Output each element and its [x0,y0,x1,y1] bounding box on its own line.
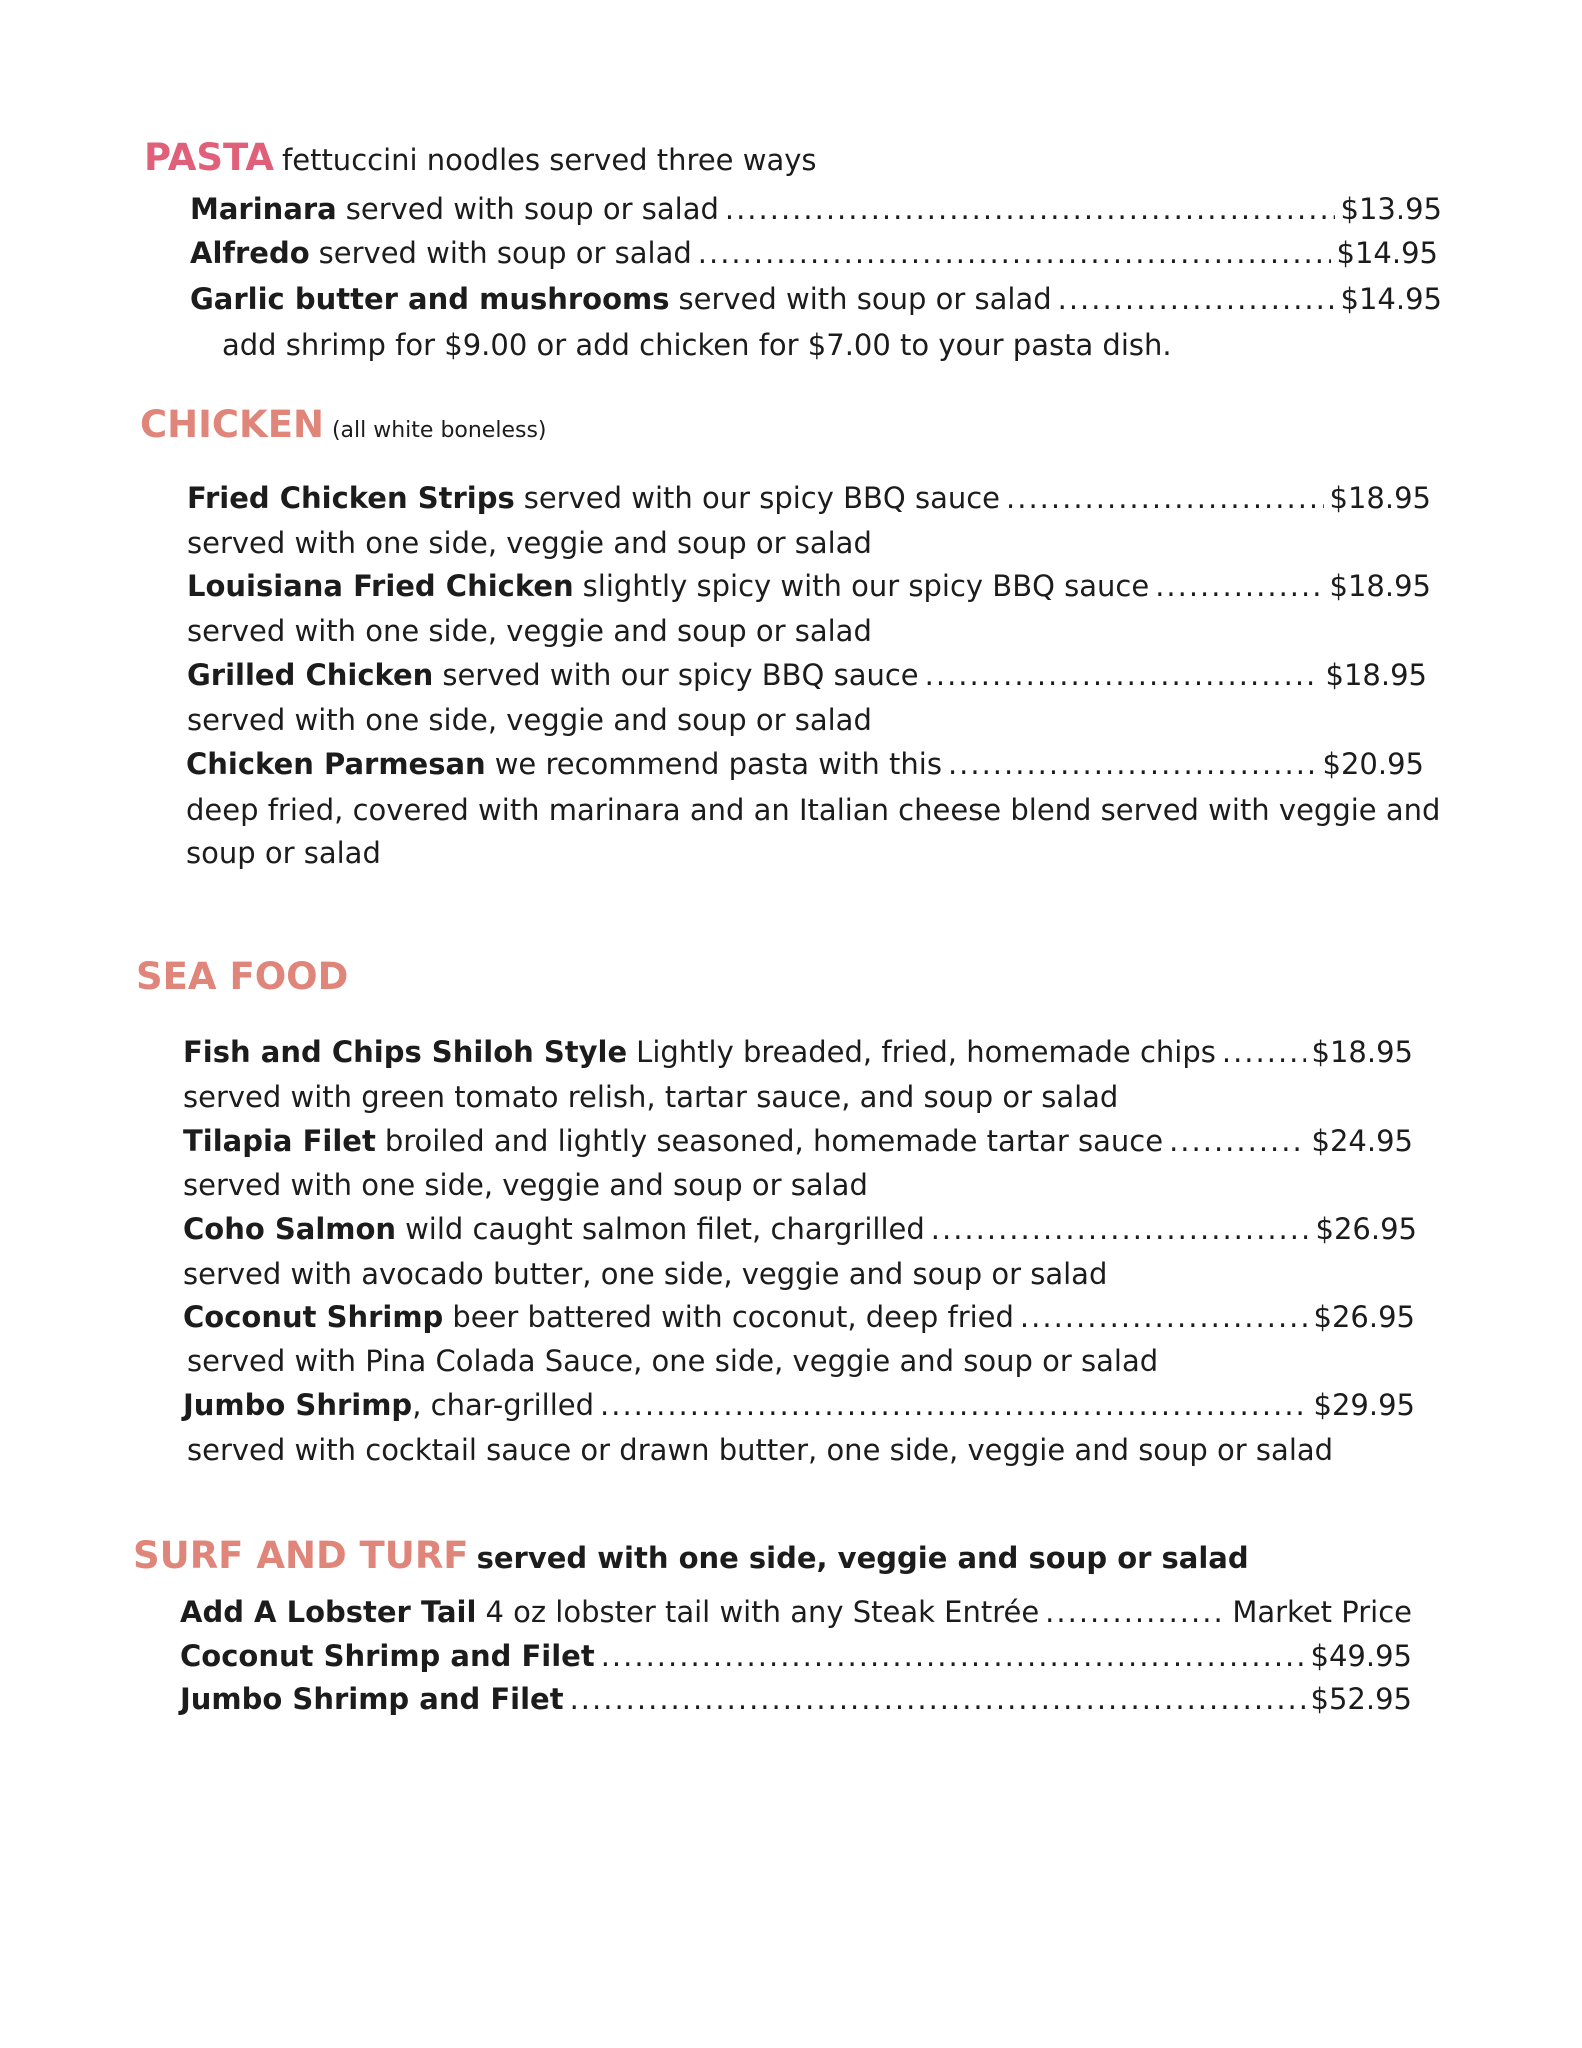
item-name: Marinara [190,192,337,226]
menu-item [183,1212,1417,1246]
menu-item [180,1595,1412,1629]
item-detail: served with Pina Colada Sauce, one side, veggie and soup or salad [187,1344,1159,1378]
item-name: Garlic butter and mushrooms [190,282,670,316]
item-price: $14.95 [1340,282,1442,316]
item-desc: beer battered with coconut, deep fried [452,1300,1014,1334]
item-desc: we recommend pasta with this [494,747,942,781]
surf-turf-subtitle: served with one side, veggie and soup or salad [476,1541,1249,1575]
item-desc: served with our spicy BBQ sauce [523,481,1001,515]
dot-leader [1045,1595,1226,1629]
item-name: Coconut Shrimp [183,1300,444,1334]
item-desc: , char-grilled [412,1388,595,1422]
item-desc: wild caught salmon filet, chargrilled [405,1212,925,1246]
item-price: $52.95 [1310,1682,1412,1716]
item-detail: deep fried, covered with marinara and an Italian cheese blend served with veggie and [186,793,1441,827]
dot-leader [1222,1035,1306,1069]
dot-leader [1058,282,1335,316]
dot-leader [925,658,1320,692]
pasta-subtitle: fettuccini noodles served three ways [282,143,817,177]
item-desc: served with our spicy BBQ sauce [442,658,919,692]
item-desc: slightly spicy with our spicy BBQ sauce [582,569,1150,603]
item-desc: served with soup or salad [318,236,692,270]
item-name: Coconut Shrimp and Filet [180,1639,595,1673]
item-price: $18.95 [1311,1035,1413,1069]
menu-item [183,1124,1413,1158]
item-detail: served with avocado butter, one side, veggie and soup or salad [183,1257,1108,1291]
item-detail: served with green tomato relish, tartar sauce, and soup or salad [183,1080,1119,1114]
item-detail: soup or salad [186,836,381,870]
item-desc: served with soup or salad [345,192,719,226]
item-detail: served with cocktail sauce or drawn butter, one side, veggie and soup or salad [187,1433,1334,1467]
surf-turf-heading [133,1534,1249,1577]
dot-leader [1155,569,1323,603]
item-desc: 4 oz lobster tail with any Steak Entrée [485,1595,1040,1629]
item-price: $49.95 [1310,1639,1412,1673]
dot-leader [1020,1300,1308,1334]
pasta-heading [144,136,817,179]
menu-item [190,282,1442,316]
item-price: $18.95 [1329,481,1431,515]
item-price: Market Price [1232,1595,1412,1629]
item-name: Coho Salmon [183,1212,397,1246]
item-desc: Lightly breaded, fried, homemade chips [636,1035,1216,1069]
dot-leader [1006,481,1324,515]
menu-item [190,236,1438,270]
dot-leader [570,1682,1305,1716]
item-detail: served with one side, veggie and soup or salad [187,526,872,560]
surf-turf-title: SURF AND TURF [133,1534,469,1577]
menu-item [187,569,1431,603]
pasta-title: PASTA [144,136,275,179]
item-name: Jumbo Shrimp [183,1388,413,1422]
item-price: $26.95 [1315,1212,1417,1246]
dot-leader [698,236,1331,270]
item-price: $18.95 [1325,658,1427,692]
item-price: $14.95 [1336,236,1438,270]
chicken-subtitle: (all white boneless) [331,418,547,443]
item-name: Chicken Parmesan [186,747,486,781]
item-detail: served with one side, veggie and soup or salad [187,614,872,648]
seafood-heading [136,955,348,998]
item-name: Fish and Chips Shiloh Style [183,1035,628,1069]
chicken-title: CHICKEN [140,403,324,446]
item-name: Louisiana Fried Chicken [187,569,574,603]
menu-item [183,1300,1415,1334]
item-desc: served with soup or salad [678,282,1052,316]
item-price: $20.95 [1322,747,1424,781]
item-name: Grilled Chicken [187,658,434,692]
dot-leader [1169,1124,1305,1158]
item-name: Alfredo [190,236,310,270]
item-detail: served with one side, veggie and soup or salad [183,1168,868,1202]
menu-item [187,481,1431,515]
menu-item [186,747,1424,781]
chicken-heading [140,403,547,446]
menu-item [190,192,1442,226]
dot-leader [948,747,1317,781]
menu-item [187,658,1427,692]
item-name: Fried Chicken Strips [187,481,515,515]
dot-leader [601,1639,1305,1673]
dot-leader [931,1212,1310,1246]
item-price: $24.95 [1311,1124,1413,1158]
item-price: $18.95 [1329,569,1431,603]
item-detail: served with one side, veggie and soup or salad [187,703,872,737]
item-desc: broiled and lightly seasoned, homemade tartar sauce [384,1124,1164,1158]
menu-item [180,1682,1412,1716]
item-name: Tilapia Filet [183,1124,376,1158]
item-name: Jumbo Shrimp and Filet [180,1682,564,1716]
menu-item [183,1035,1413,1069]
item-price: $29.95 [1313,1388,1415,1422]
menu-item [180,1639,1412,1673]
pasta-note: add shrimp for $9.00 or add chicken for $7.00 to your pasta dish. [222,328,1172,362]
menu-item [183,1388,1415,1422]
dot-leader [600,1388,1308,1422]
item-name: Add A Lobster Tail [180,1595,477,1629]
item-price: $26.95 [1313,1300,1415,1334]
item-price: $13.95 [1340,192,1442,226]
seafood-title: SEA FOOD [136,955,349,998]
dot-leader [725,192,1335,226]
